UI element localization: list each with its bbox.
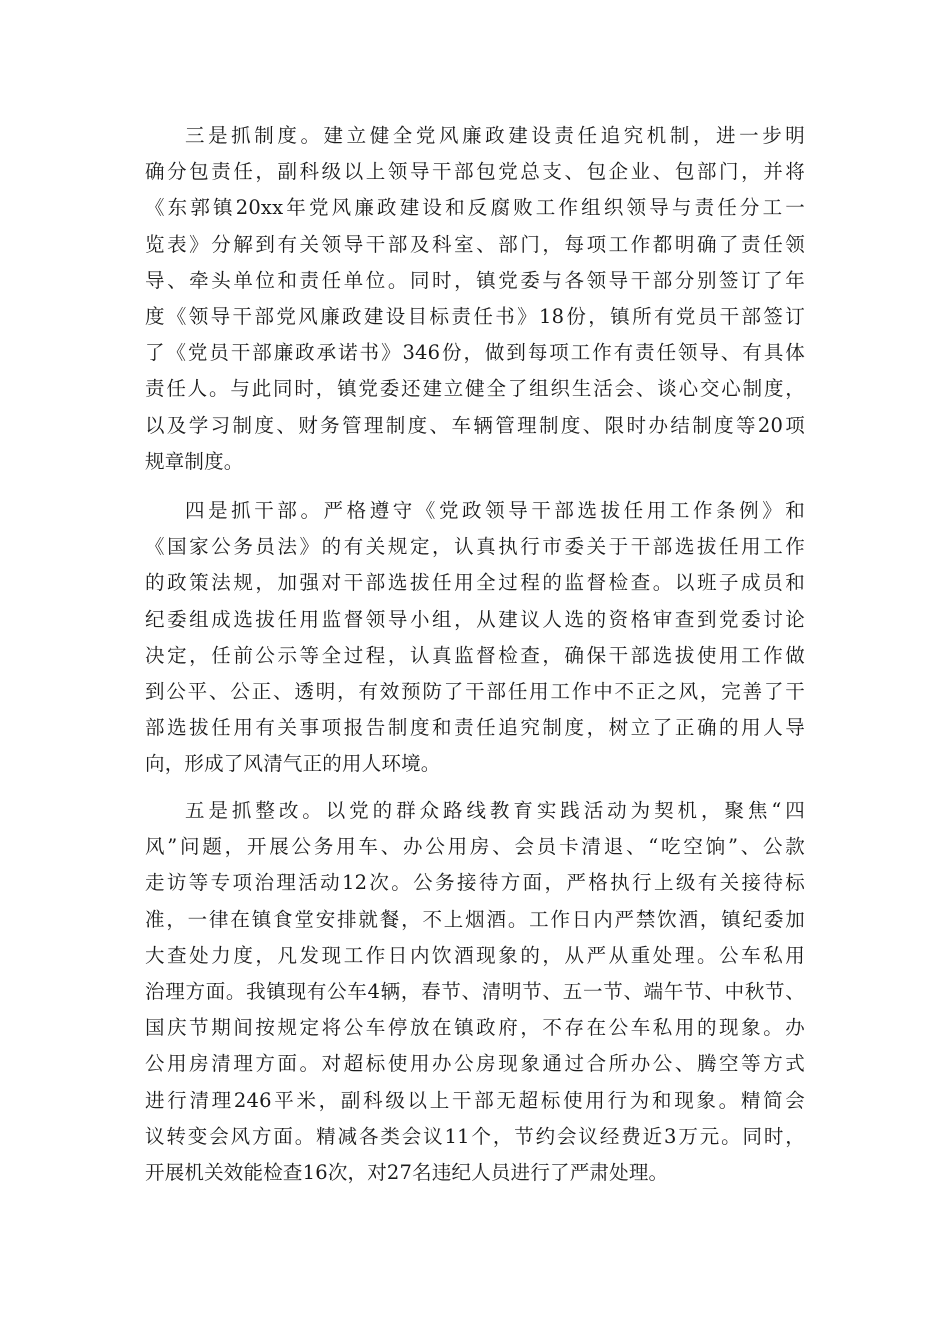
text-line: 开展机关效能检查16次，对27名违纪人员进行了严肃处理。 <box>145 1160 669 1184</box>
text-line: 以及学习制度、财务管理制度、车辆管理制度、限时办结制度等20项 <box>145 413 805 437</box>
text-line: 览表》分解到有关领导干部及科室、部门，每项工作都明确了责任领 <box>145 232 805 256</box>
text-line: 四是抓干部。严格遵守《党政领导干部选拔任用工作条例》和 <box>185 499 805 522</box>
text-line: 向，形成了风清气正的用人环境。 <box>145 752 441 776</box>
paragraph-system <box>145 118 805 480</box>
paragraph-rectification <box>145 793 805 1191</box>
text-line: 走访等专项治理活动12次。公务接待方面，严格执行上级有关接待标 <box>145 871 805 895</box>
text-line: 规章制度。 <box>145 449 244 473</box>
text-line: 公用房清理方面。对超标使用办公房现象通过合所办公、腾空等方式 <box>145 1052 805 1076</box>
text-line: 纪委组成选拔任用监督领导小组，从建议人选的资格审查到党委讨论 <box>145 607 805 631</box>
text-line: 国庆节期间按规定将公车停放在镇政府，不存在公车私用的现象。办 <box>145 1016 805 1040</box>
text-line: 决定，任前公示等全过程，认真监督检查，确保干部选拔使用工作做 <box>145 643 805 667</box>
text-line: 议转变会风方面。精减各类会议11个，节约会议经费近3万元。同时， <box>145 1124 805 1148</box>
text-line: 五是抓整改。以党的群众路线教育实践活动为契机，聚焦“四 <box>185 799 805 822</box>
paragraph-cadres <box>145 493 805 783</box>
text-line: 风”问题，开展公务用车、办公用房、会员卡清退、“吃空饷”、公款 <box>145 835 805 859</box>
text-line: 了《党员干部廉政承诺书》346份，做到每项工作有责任领导、有具体 <box>145 341 805 365</box>
text-line: 的政策法规，加强对干部选拔任用全过程的监督检查。以班子成员和 <box>145 571 805 595</box>
text-line: 责任人。与此同时，镇党委还建立健全了组织生活会、谈心交心制度， <box>145 377 805 401</box>
text-line: 准，一律在镇食堂安排就餐，不上烟酒。工作日内严禁饮酒，镇纪委加 <box>145 907 805 931</box>
text-line: 《国家公务员法》的有关规定，认真执行市委关于干部选拔任用工作 <box>145 535 805 559</box>
text-line: 到公平、公正、透明，有效预防了干部任用工作中不正之风，完善了干 <box>145 679 805 703</box>
text-line: 进行清理246平米，副科级以上干部无超标使用行为和现象。精简会 <box>145 1088 805 1112</box>
text-line: 大查处力度，凡发现工作日内饮酒现象的，从严从重处理。公车私用 <box>145 943 805 967</box>
text-line: 确分包责任，副科级以上领导干部包党总支、包企业、包部门，并将 <box>145 160 805 184</box>
text-line: 部选拔任用有关事项报告制度和责任追究制度，树立了正确的用人导 <box>145 716 805 740</box>
text-line: 导、牵头单位和责任单位。同时，镇党委与各领导干部分别签订了年 <box>145 268 805 292</box>
text-line: 治理方面。我镇现有公车4辆，春节、清明节、五一节、端午节、中秋节、 <box>145 979 805 1003</box>
text-line: 三是抓制度。建立健全党风廉政建设责任追究机制，进一步明 <box>185 124 805 147</box>
text-line: 《东郭镇20xx年党风廉政建设和反腐败工作组织领导与责任分工一 <box>145 196 805 220</box>
text-line: 度《领导干部党风廉政建设目标责任书》18份，镇所有党员干部签订 <box>145 304 805 328</box>
